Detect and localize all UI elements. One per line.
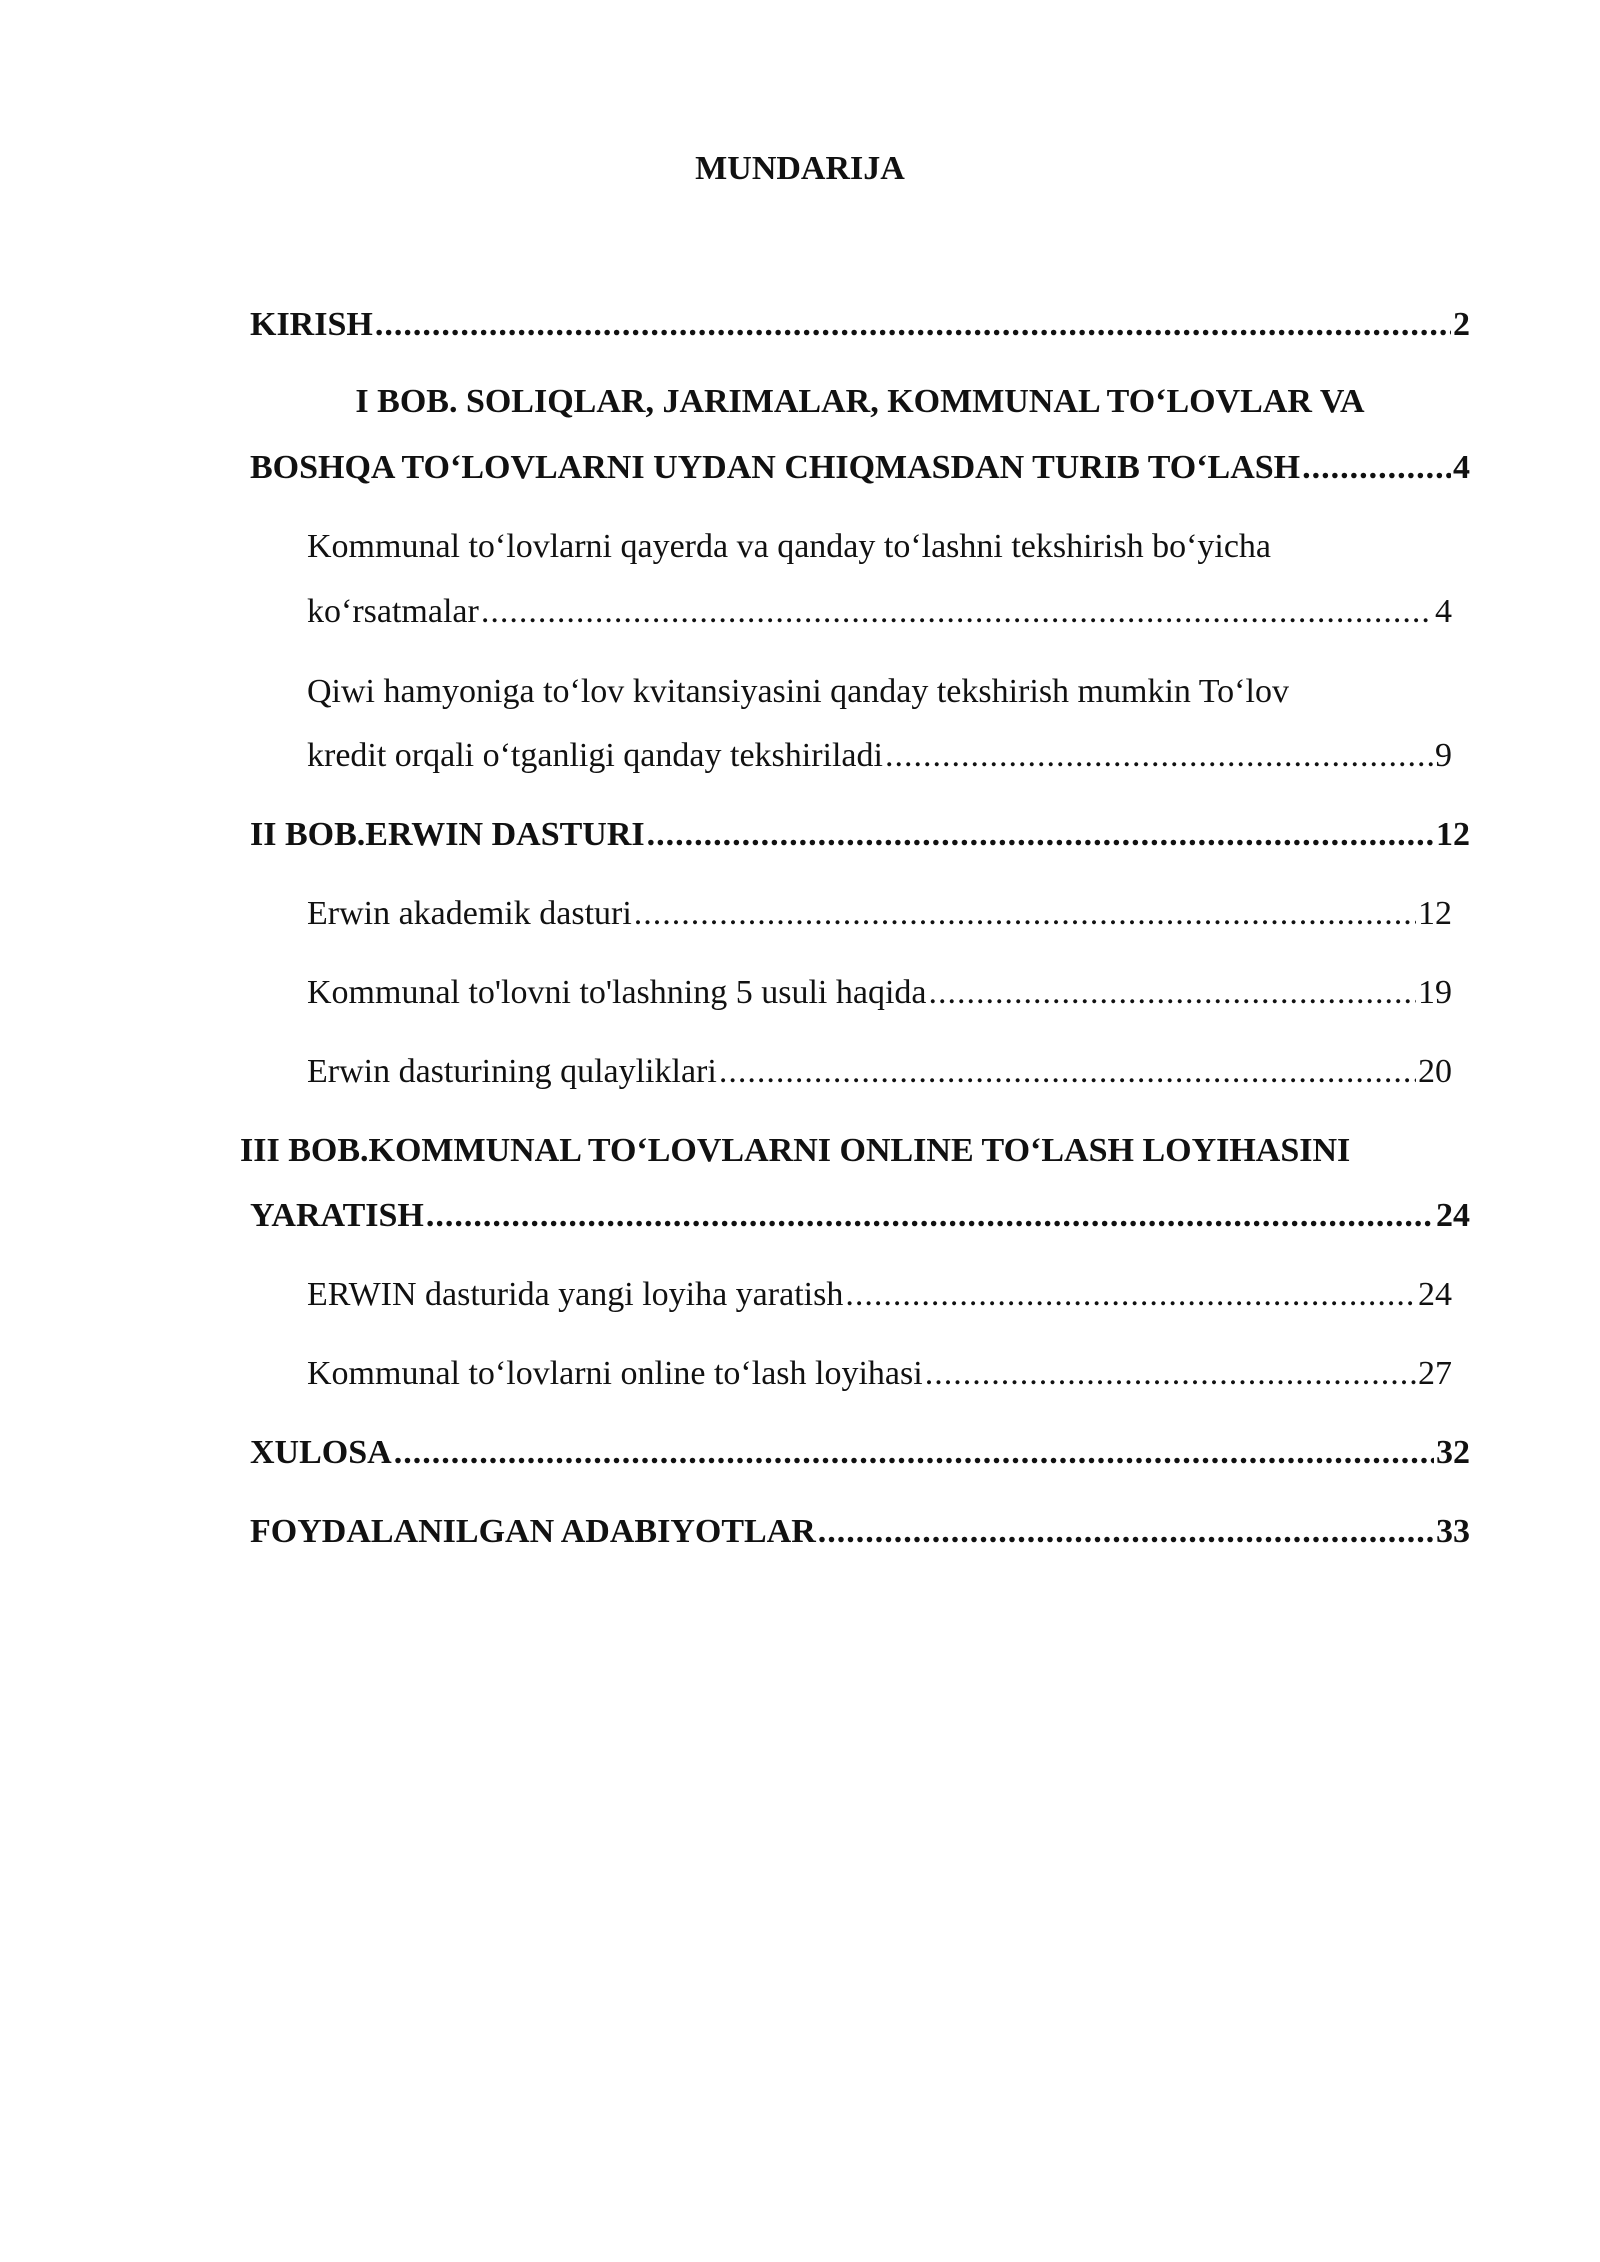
toc-entry-page: 9 xyxy=(1435,737,1452,774)
toc-entry-page: 32 xyxy=(1436,1434,1470,1471)
toc-entry-title: Kommunal to‘lovlarni qayerda va qanday to‘lashni tekshirish bo‘yicha xyxy=(307,528,1272,565)
toc-entry-title: Erwin dasturining qulayliklari xyxy=(307,1053,717,1090)
toc-entry-page: 12 xyxy=(1436,816,1470,853)
toc-entry-section-3-1[interactable] xyxy=(307,1275,1452,1315)
toc-entry-title: Kommunal to‘lovlarni online to‘lash loyihasi xyxy=(307,1355,923,1392)
dot-leader xyxy=(719,1052,1416,1092)
toc-entry-page: 27 xyxy=(1418,1355,1452,1392)
toc-entry-section-2-2[interactable] xyxy=(307,973,1452,1013)
toc-entry-chapter-3-line1[interactable] xyxy=(240,1131,1480,1171)
toc-entry-xulosa[interactable] xyxy=(250,1433,1470,1473)
toc-entry-page: 20 xyxy=(1418,1053,1452,1090)
toc-entry-section-1-2-line1[interactable] xyxy=(307,672,1452,712)
toc-entry-page: 24 xyxy=(1418,1276,1452,1313)
dot-leader xyxy=(1302,448,1451,488)
dot-leader xyxy=(481,592,1433,632)
toc-entry-chapter-1-line1[interactable] xyxy=(250,382,1470,422)
toc-entry-section-2-1[interactable] xyxy=(307,894,1452,934)
toc-entry-title-continued: ko‘rsatmalar xyxy=(307,593,479,630)
toc-entry-chapter-2[interactable] xyxy=(250,815,1470,855)
toc-entry-page: 2 xyxy=(1453,306,1470,343)
toc-entry-section-1-2-line2[interactable] xyxy=(307,736,1452,776)
toc-entry-title: ERWIN dasturida yangi loyiha yaratish xyxy=(307,1276,844,1313)
dot-leader xyxy=(929,973,1417,1013)
toc-entry-title: Qiwi hamyoniga to‘lov kvitansiyasini qanday tekshirish mumkin To‘lov xyxy=(307,673,1289,710)
toc-entry-section-1-1-line1[interactable] xyxy=(307,527,1452,567)
toc-entry-section-1-1-line2[interactable] xyxy=(307,592,1452,632)
dot-leader xyxy=(634,894,1416,934)
toc-entry-title-continued: BOSHQA TO‘LOVLARNI UYDAN CHIQMASDAN TURIB TO‘LASH xyxy=(250,449,1301,486)
dot-leader xyxy=(426,1196,1434,1236)
dot-leader xyxy=(845,1275,1416,1315)
toc-entry-page: 33 xyxy=(1436,1513,1470,1550)
dot-leader xyxy=(818,1512,1434,1552)
toc-entry-section-2-3[interactable] xyxy=(307,1052,1452,1092)
toc-entry-title-continued: YARATISH xyxy=(250,1197,424,1234)
toc-entry-title: XULOSA xyxy=(250,1434,392,1471)
toc-entry-page: 24 xyxy=(1436,1197,1470,1234)
dot-leader xyxy=(925,1354,1416,1394)
toc-entry-title: I BOB. SOLIQLAR, JARIMALAR, KOMMUNAL TO‘LOVLAR VA xyxy=(355,383,1365,420)
toc-entry-title: II BOB.ERWIN DASTURI xyxy=(250,816,645,853)
toc-entry-page: 19 xyxy=(1418,974,1452,1011)
toc-entry-page: 4 xyxy=(1435,593,1452,630)
toc-entry-page: 4 xyxy=(1453,449,1470,486)
toc-entry-title: III BOB.KOMMUNAL TO‘LOVLARNI ONLINE TO‘LASH LOYIHASINI xyxy=(240,1132,1351,1169)
dot-leader xyxy=(647,815,1434,855)
toc-entry-section-3-2[interactable] xyxy=(307,1354,1452,1394)
toc-entry-kirish[interactable] xyxy=(250,305,1470,345)
dot-leader xyxy=(885,736,1433,776)
toc-entry-chapter-1-line2[interactable] xyxy=(250,448,1470,488)
toc-entry-title: Erwin akademik dasturi xyxy=(307,895,632,932)
toc-entry-title: KIRISH xyxy=(250,306,373,343)
toc-heading: MUNDARIJA xyxy=(695,150,905,187)
dot-leader xyxy=(375,305,1451,345)
toc-entry-title: Kommunal to'lovni to'lashning 5 usuli haqida xyxy=(307,974,927,1011)
toc-entry-adabiyotlar[interactable] xyxy=(250,1512,1470,1552)
toc-entry-chapter-3-line2[interactable] xyxy=(250,1196,1470,1236)
toc-entry-title: FOYDALANILGAN ADABIYOTLAR xyxy=(250,1513,816,1550)
dot-leader xyxy=(394,1433,1434,1473)
toc-entry-title-continued: kredit orqali o‘tganligi qanday tekshiriladi xyxy=(307,737,883,774)
toc-entry-page: 12 xyxy=(1418,895,1452,932)
